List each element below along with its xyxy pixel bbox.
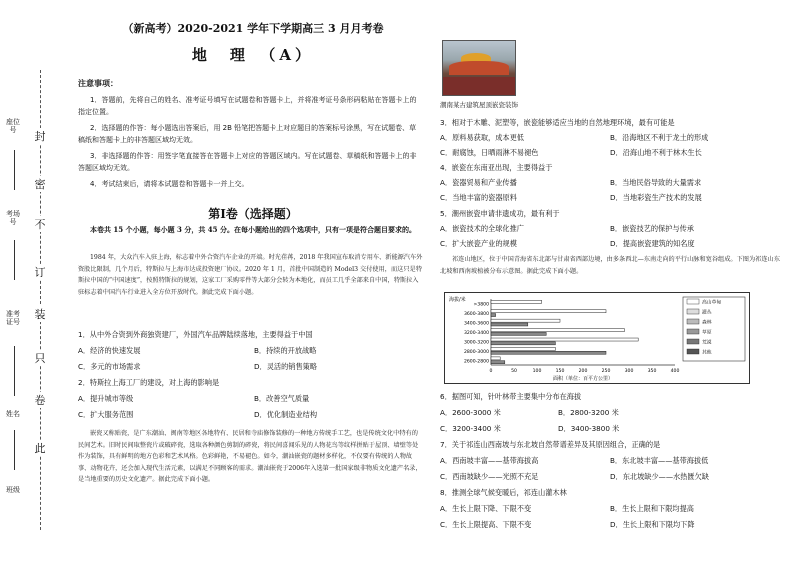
q1-option-a[interactable]: A．经济的快速发展 xyxy=(78,346,141,355)
y-tick-label: 3000-3200 xyxy=(463,340,489,346)
name-line[interactable] xyxy=(14,430,15,470)
bar-northeast xyxy=(491,338,638,341)
q6-option-d[interactable]: D．3400-3800 米 xyxy=(558,424,620,433)
bar-southwest xyxy=(491,361,505,364)
x-tick-label: 400 xyxy=(670,369,680,374)
notice-item: 4．考试结束后，请将本试题卷和答题卡一并上交。 xyxy=(90,180,249,188)
bar-southwest xyxy=(491,314,496,317)
question-1-stem: 1．从中外合资到外商独资建厂，外国汽车品牌陆续落地，主要得益于中国 xyxy=(78,330,313,339)
bar-northeast xyxy=(491,347,555,350)
legend-swatch xyxy=(687,329,699,334)
q3-option-c[interactable]: C．耐腐蚀，日晒雨淋不易褪色 xyxy=(440,148,539,157)
question-8-stem: 8．推测全球气候变暖后，祁连山灌木林 xyxy=(440,488,567,497)
passage-qilian: 祁连山地区，位于中国青海省东北部与甘肃省西部边境，由多条西北—东南走向的平行山脉和宽谷组成。下图为祁连山东北坡和西南坡植被分布示意图。据此完成下面小题。 xyxy=(440,256,780,275)
exam-room-label: 考场号 xyxy=(6,210,20,226)
q4-option-b[interactable]: B．当地民俗导致的大量需求 xyxy=(610,178,702,187)
q2-option-c[interactable]: C．扩大服务范围 xyxy=(78,410,134,419)
seal-char: 封 xyxy=(30,128,50,144)
q7-option-a[interactable]: A．西南坡丰富——基带海拔高 xyxy=(440,456,539,465)
legend-label: 高山草甸 xyxy=(702,300,722,306)
x-tick-label: 350 xyxy=(647,369,657,374)
q5-option-a[interactable]: A．嵌瓷技术的全球化推广 xyxy=(440,224,524,233)
q3-option-d[interactable]: D．沿海山地不利于林木生长 xyxy=(610,148,702,157)
q8-option-b[interactable]: B．生长上限和下限均提高 xyxy=(610,504,694,513)
seal-char: 只 xyxy=(30,350,50,366)
q5-option-d[interactable]: D．提高嵌瓷建筑的知名度 xyxy=(610,239,695,248)
q2-option-a[interactable]: A．提升城市等级 xyxy=(78,394,134,403)
bar-northeast xyxy=(491,329,624,332)
bar-northeast xyxy=(491,300,542,303)
q4-option-a[interactable]: A．瓷器贸易和产业传播 xyxy=(440,178,517,187)
x-tick-label: 0 xyxy=(489,369,493,374)
subject-title: 地 理 （A） xyxy=(191,46,315,64)
question-5-stem: 5．潮州嵌瓷申请非遗成功，最有利于 xyxy=(440,209,560,218)
q8-option-c[interactable]: C．生长上限提高、下限不变 xyxy=(440,520,532,529)
x-tick-label: 300 xyxy=(624,369,634,374)
legend-swatch xyxy=(687,309,699,314)
legend-swatch xyxy=(687,319,699,324)
legend-label: 灌丛 xyxy=(702,310,712,316)
seal-char: 此 xyxy=(30,440,50,456)
x-tick-label: 150 xyxy=(555,369,565,374)
x-tick-label: 100 xyxy=(532,369,542,374)
x-tick-label: 50 xyxy=(511,369,517,374)
y-tick-label: 3600-3800 xyxy=(463,312,489,318)
exam-title: （新高考）2020-2021 学年下学期高三 3 月月考卷 xyxy=(122,22,384,35)
bar-southwest xyxy=(491,342,555,345)
y-tick-label: 3200-3400 xyxy=(463,331,489,336)
notice-heading: 注意事项： xyxy=(78,79,118,88)
legend-label: 其他 xyxy=(702,350,712,356)
x-axis-label: 面积（单位：百平方公里） xyxy=(552,376,614,382)
bar-northeast xyxy=(491,357,500,360)
q4-option-c[interactable]: C．当地丰富的瓷器原料 xyxy=(440,193,517,202)
seal-char: 卷 xyxy=(30,392,50,408)
q2-option-b[interactable]: B．改善空气质量 xyxy=(254,394,310,403)
question-6-stem: 6．据图可知，针叶林带主要集中分布在海拔 xyxy=(440,392,582,401)
bar-southwest xyxy=(491,332,546,335)
q5-option-b[interactable]: B．嵌瓷技艺的保护与传承 xyxy=(610,224,694,233)
section-title: 第Ⅰ卷（选择题） xyxy=(208,207,298,221)
section-description: 本卷共 15 个小题，每小题 3 分，共 45 分。在每小题给出的四个选项中，只有一项是符合题目要求的。 xyxy=(90,225,416,234)
bar-southwest xyxy=(491,323,528,326)
y-tick-label: 3400-3600 xyxy=(463,321,489,327)
q3-option-a[interactable]: A．原料易获取，成本更低 xyxy=(440,133,524,142)
y-tick-label: 2800-3000 xyxy=(463,349,489,355)
q8-option-a[interactable]: A．生长上限下降、下限不变 xyxy=(440,504,532,513)
q7-option-d[interactable]: D．东北坡缺少——水热匮欠缺 xyxy=(610,472,709,481)
admission-number-line[interactable] xyxy=(14,346,15,396)
q2-option-d[interactable]: D．优化制造业结构 xyxy=(254,410,318,419)
exam-room-line[interactable] xyxy=(14,240,15,280)
q1-option-b[interactable]: B．持续的开放战略 xyxy=(254,346,317,355)
x-tick-label: 200 xyxy=(578,369,588,374)
binding-strip xyxy=(0,0,62,562)
name-label: 姓名 xyxy=(6,410,20,418)
admission-number-label: 准考证号 xyxy=(6,310,20,326)
x-tick-label: 250 xyxy=(601,369,611,374)
seal-char: 订 xyxy=(30,264,50,280)
q7-option-c[interactable]: C．西南坡缺少——光照不充足 xyxy=(440,472,539,481)
question-3-stem: 3．相对于木雕、泥塑等，嵌瓷能够适应当地的自然地理环境，最有可能是 xyxy=(440,118,675,127)
chart-svg xyxy=(445,293,749,383)
seat-number-label: 座位号 xyxy=(6,118,20,134)
legend-swatch xyxy=(687,299,699,304)
seal-char: 装 xyxy=(30,306,50,322)
q5-option-c[interactable]: C．扩大嵌瓷产业的规模 xyxy=(440,239,517,248)
legend-label: 荒漠 xyxy=(702,340,712,346)
q1-option-d[interactable]: D．灵活的销售策略 xyxy=(254,362,318,371)
vegetation-bar-chart xyxy=(444,292,750,384)
question-7-stem: 7．关于祁连山西南坡与东北坡自然带谱差异及其原因组合，正确的是 xyxy=(440,440,661,449)
seat-number-line[interactable] xyxy=(14,150,15,190)
roof-decoration-photo xyxy=(442,40,516,96)
seal-char: 密 xyxy=(30,176,50,192)
bar-northeast xyxy=(491,310,606,313)
photo-caption: 潮南某古建筑屋顶嵌瓷装饰 xyxy=(440,101,518,109)
passage-tesla: 1984 年，大众汽车入驻上海，标志着中外合资汽车企业的开端。时光荏苒，2018 年我国宣布取消专用车、新能源汽车外资股比限制，几个月后，特斯拉与上海市达成投资建厂协议。2020 年 1 月，首批中国制造的 Model3 交付使用，而这只是特斯拉中国的“中国速度”，按照特斯拉的规划，这家工厂采购零件等大部分会转为本地化，而员工几乎全部来自中国，特斯拉入驻标志着中国汽车行业进入全方位开放时代。据此完成下面小题。 xyxy=(78,254,423,296)
class-label: 班级 xyxy=(6,486,20,494)
y-axis-label: 海拔/米 xyxy=(449,297,466,303)
legend-label: 草原 xyxy=(702,330,712,336)
legend-swatch xyxy=(687,349,699,354)
y-tick-label: >3800 xyxy=(473,302,489,308)
q1-option-c[interactable]: C．多元的市场需求 xyxy=(78,362,141,371)
question-4-stem: 4．嵌瓷在东南亚出现，主要得益于 xyxy=(440,163,553,172)
q7-option-b[interactable]: B．东北坡丰富——基带海拔低 xyxy=(610,456,709,465)
notice-item: 1．答题前，先将自己的姓名、准考证号填写在试题卷和答题卡上，并将准考证号条形码粘贴在答题卡上的指定位置。 xyxy=(78,96,417,116)
q3-option-b[interactable]: B．沿海地区不利于龙土的形成 xyxy=(610,133,709,142)
legend-swatch xyxy=(687,339,699,344)
q6-option-a[interactable]: A．2600-3000 米 xyxy=(440,408,501,417)
q8-option-d[interactable]: D．生长上限和下限均下降 xyxy=(610,520,695,529)
seal-char: 不 xyxy=(30,216,50,232)
bar-northeast xyxy=(491,319,560,322)
y-tick-label: 2600-2800 xyxy=(463,359,489,365)
legend-label: 森林 xyxy=(702,320,712,326)
q6-option-b[interactable]: B．2800-3200 米 xyxy=(558,408,619,417)
question-2-stem: 2．特斯拉上海工厂的建设，对上海的影响是 xyxy=(78,378,220,387)
q6-option-c[interactable]: C．3200-3400 米 xyxy=(440,424,501,433)
notice-item: 2．选择题的作答：每小题选出答案后，用 2B 铅笔把答题卡上对应题目的答案标号涂黑，写在试题卷、草稿纸和答题卡上的非答题区域均无效。 xyxy=(78,124,417,144)
bar-southwest xyxy=(491,351,606,354)
notice-item: 3．非选择题的作答：用签字笔直接答在答题卡上对应的答题区域内。写在试题卷、草稿纸和答题卡上的非答题区域均无效。 xyxy=(78,152,417,172)
passage-inlaid-porcelain: 嵌瓷又称贴瓷，是广东潮汕、闽南等地区各地特有、民居和寺庙修饰装修的一种地方传统手工艺，也是传统文化中特有的民间艺术。旧时民间取整瓷片或破碎瓷，选取各种颜色剪制的碎瓷，将民间喜闻乐见的人物花鸟等纹样拼贴于屋顶、墙壁等处作为装饰，具有鲜明的地方色彩和艺术风格。色彩鲜艳，不易褪色。如今，潮汕嵌瓷的题材多样化，不仅要有传统的人物故事、动物花卉，还会加入现代生活元素，以满足不同顾客的需求。潮汕嵌瓷于2006年入选第一批国家级非物质文化遗产名录，是当地重要的历史文化遗产。据此完成下面小题。 xyxy=(78,430,422,483)
q4-option-d[interactable]: D．当地彩瓷生产技术的发展 xyxy=(610,193,702,202)
